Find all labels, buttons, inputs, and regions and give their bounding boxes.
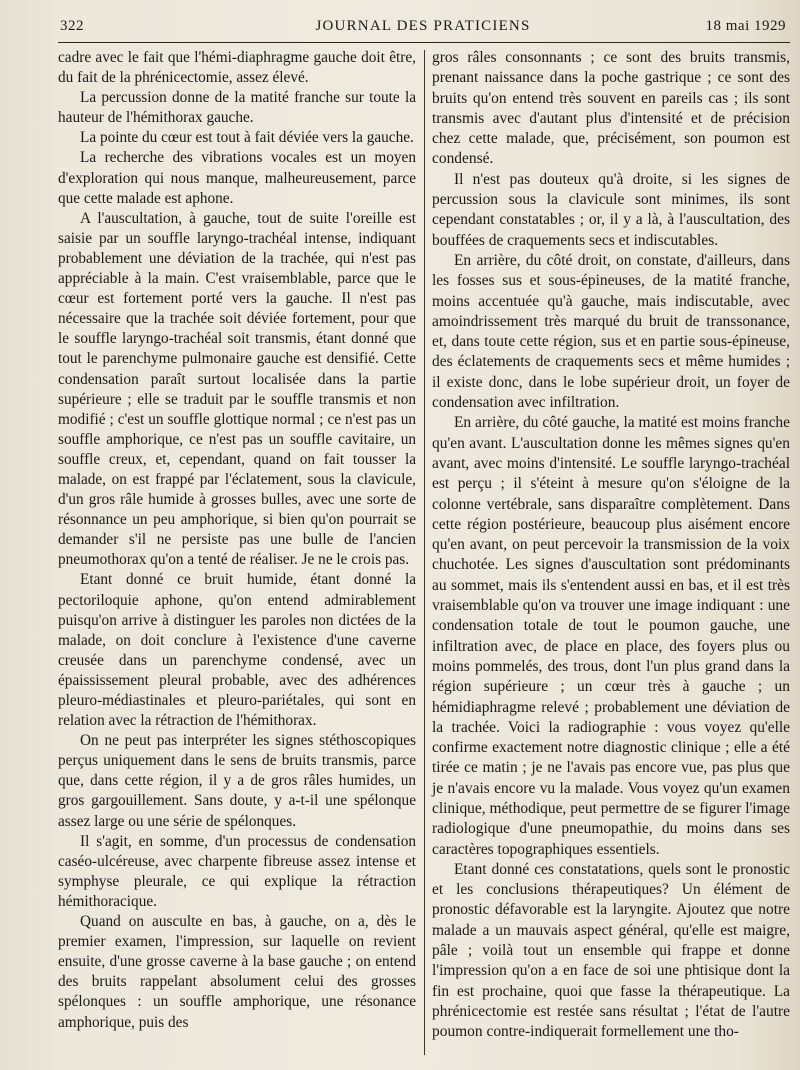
paragraph: En arrière, du côté droit, on constate, d'ailleurs, dans les fosses sus et sous-épineuses, de la matité franche, moins accentuée qu'à gauche, mais indiscutable, avec amoindrissement très marqué du bruit de transsonance, et, dans toute cette région, sus et en partie sous-épineuse, des éclatements de craquements secs et même humides ; il existe donc, dans le lobe supérieur droit, un foyer de condensation avec infiltration. — [432, 251, 790, 412]
paragraph: On ne peut pas interpréter les signes stéthoscopiques perçus uniquement dans le sens de bruits transmis, parce que, dans cette région, il y a de gros râles humides, un gros gargouillement. Sans doute, y a-t-il une spélonque assez large ou une série de spélonques. — [58, 732, 416, 830]
paragraph: A l'auscultation, à gauche, tout de suite l'oreille est saisie par un souffle laryngo-trachéal intense, indiquant probablement une déviation de la trachée, qui n'est pas appréciable à la main. C'est vraisemblable, parce que le cœur est fortement porté vers la gauche. Il n'est pas nécessaire que la trachée soit déviée fortement, pour que le souffle laryngo-trachéal soit transmis, étant donné que tout le parenchyme pulmonaire gauche est densifié. Cette condensation paraît surtout localisée dans la partie supérieure ; elle se traduit par le souffle transmis et non modifié ; c'est un souffle glottique normal ; ce n'est pas un souffle amphorique, ce n'est pas un souffle cavitaire, un souffle creux, et, cependant, quand on fait tousser la malade, on est frappé par l'éclatement, sous la clavicule, d'un gros râle humide à grosses bulles, avec une sorte de résonnance un peu amphorique, si bien qu'on pourrait se demander s'il ne persiste pas une bulle de l'ancien pneumothorax qu'on a tenté de réaliser. Je ne le crois pas. — [58, 209, 416, 569]
paragraph: Il n'est pas douteux qu'à droite, si les signes de percussion sous la clavicule sont minimes, ils sont cependant constatables ; or, il y a là, à l'auscultation, des bouffées de craquements secs et indiscutables. — [432, 170, 790, 249]
paragraph: Quand on ausculte en bas, à gauche, on a, dès le premier examen, l'impression, sur laquelle on revient ensuite, d'une grosse caverne à la base gauche ; on entend des bruits rappelant absolument celui des grosses spélonques : un souffle amphorique, une résonance amphorique, puis des — [58, 913, 416, 1031]
paragraph: Il s'agit, en somme, d'un processus de condensation caséo-ulcéreuse, avec charpente fibreuse assez intense et symphyse pleurale, ce qui explique la rétraction hémithoracique. — [58, 832, 416, 910]
issue-date: 18 mai 1929 — [705, 18, 786, 34]
paragraph: En arrière, du côté gauche, la matité est moins franche qu'en avant. L'auscultation donne les mêmes signes qu'en avant, avec moins d'intensité. Le souffle laryngo-trachéal est perçu ; il s'éteint à mesure qu'on s'éloigne de la colonne vertébrale, sans disparaître complètement. Dans cette région postérieure, beaucoup plus aisément encore qu'en avant, on peut percevoir la transmission de la voix chuchotée. Les signes d'auscultation sont prédominants au sommet, mais ils s'entendent aussi en bas, et il est très vraisemblable qu'on va trouver une image indiquant : une condensation totale de tout le poumon gauche, une infiltration avec, de place en place, des foyers plus ou moins pommelés, des trous, dont l'un plus grand dans la région supérieure ; un cœur très à gauche ; un hémidiaphragme relevé ; probablement une déviation de la trachée. Voici la radiographie : vous voyez qu'elle confirme exactement notre diagnostic clinique ; elle a été tirée ce matin ; je ne l'avais pas encore vue, pas plus que je n'avais encore vu la malade. Vous voyez qu'un examen clinique, méthodique, peut permettre de se figurer l'image radiologique d'une pneumopathie, du moins dans ses caractères topographiques essentiels. — [432, 414, 790, 858]
paragraph: La percussion donne de la matité franche sur toute la hauteur de l'hémithorax gauche. — [58, 89, 416, 127]
right-column — [432, 48, 790, 1043]
header-rule — [58, 42, 790, 43]
column-divider — [424, 50, 425, 1055]
left-column — [58, 48, 416, 1033]
journal-title: JOURNAL DES PRATICIENS — [315, 18, 531, 34]
page-number: 322 — [60, 18, 84, 34]
page-header — [60, 14, 786, 40]
paragraph: Etant donné ces constatations, quels sont le pronostic et les conclusions thérapeutiques? Un élément de pronostic défavorable est la laryngite. Ajoutez que notre malade a un mauvais aspect général, qu'elle est maigre, pâle ; voilà tout un ensemble qui frappe et donne l'impression qu'on a en face de soi une phtisique dont la fin est prochaine, quoi que fasse la thérapeutique. La phrénicectomie est restée sans résultat ; l'état de l'autre poumon contre-indiquerait formellement une tho- — [432, 860, 790, 1041]
paragraph: cadre avec le fait que l'hémi-diaphragme gauche doit être, du fait de la phrénicectomie, assez élevé. — [58, 49, 416, 87]
paragraph: La pointe du cœur est tout à fait déviée vers la gauche. — [80, 129, 414, 147]
paragraph: gros râles consonnants ; ce sont des bruits transmis, prenant naissance dans la poche gastrique ; ce sont des bruits qu'on entend très souvent en pareils cas ; ils sont transmis avec d'autant plus d'intensité et de précision chez cette malade, que, précisément, son poumon est condensé. — [432, 49, 790, 168]
paragraph: La recherche des vibrations vocales est un moyen d'exploration qui nous manque, malheureusement, parce que cette malade est aphone. — [58, 149, 416, 207]
paragraph: Etant donné ce bruit humide, étant donné la pectoriloquie aphone, qu'on entend admirablement puisqu'on arrive à distinguer les paroles non dictées de la malade, on doit conclure à l'existence d'une caverne creusée dans un parenchyme condensé, avec un épaississement pleural probable, avec des adhérences pleuro-médiastinales et pleuro-pariétales, qui sont en relation avec la rétraction de l'hémithorax. — [58, 571, 416, 730]
